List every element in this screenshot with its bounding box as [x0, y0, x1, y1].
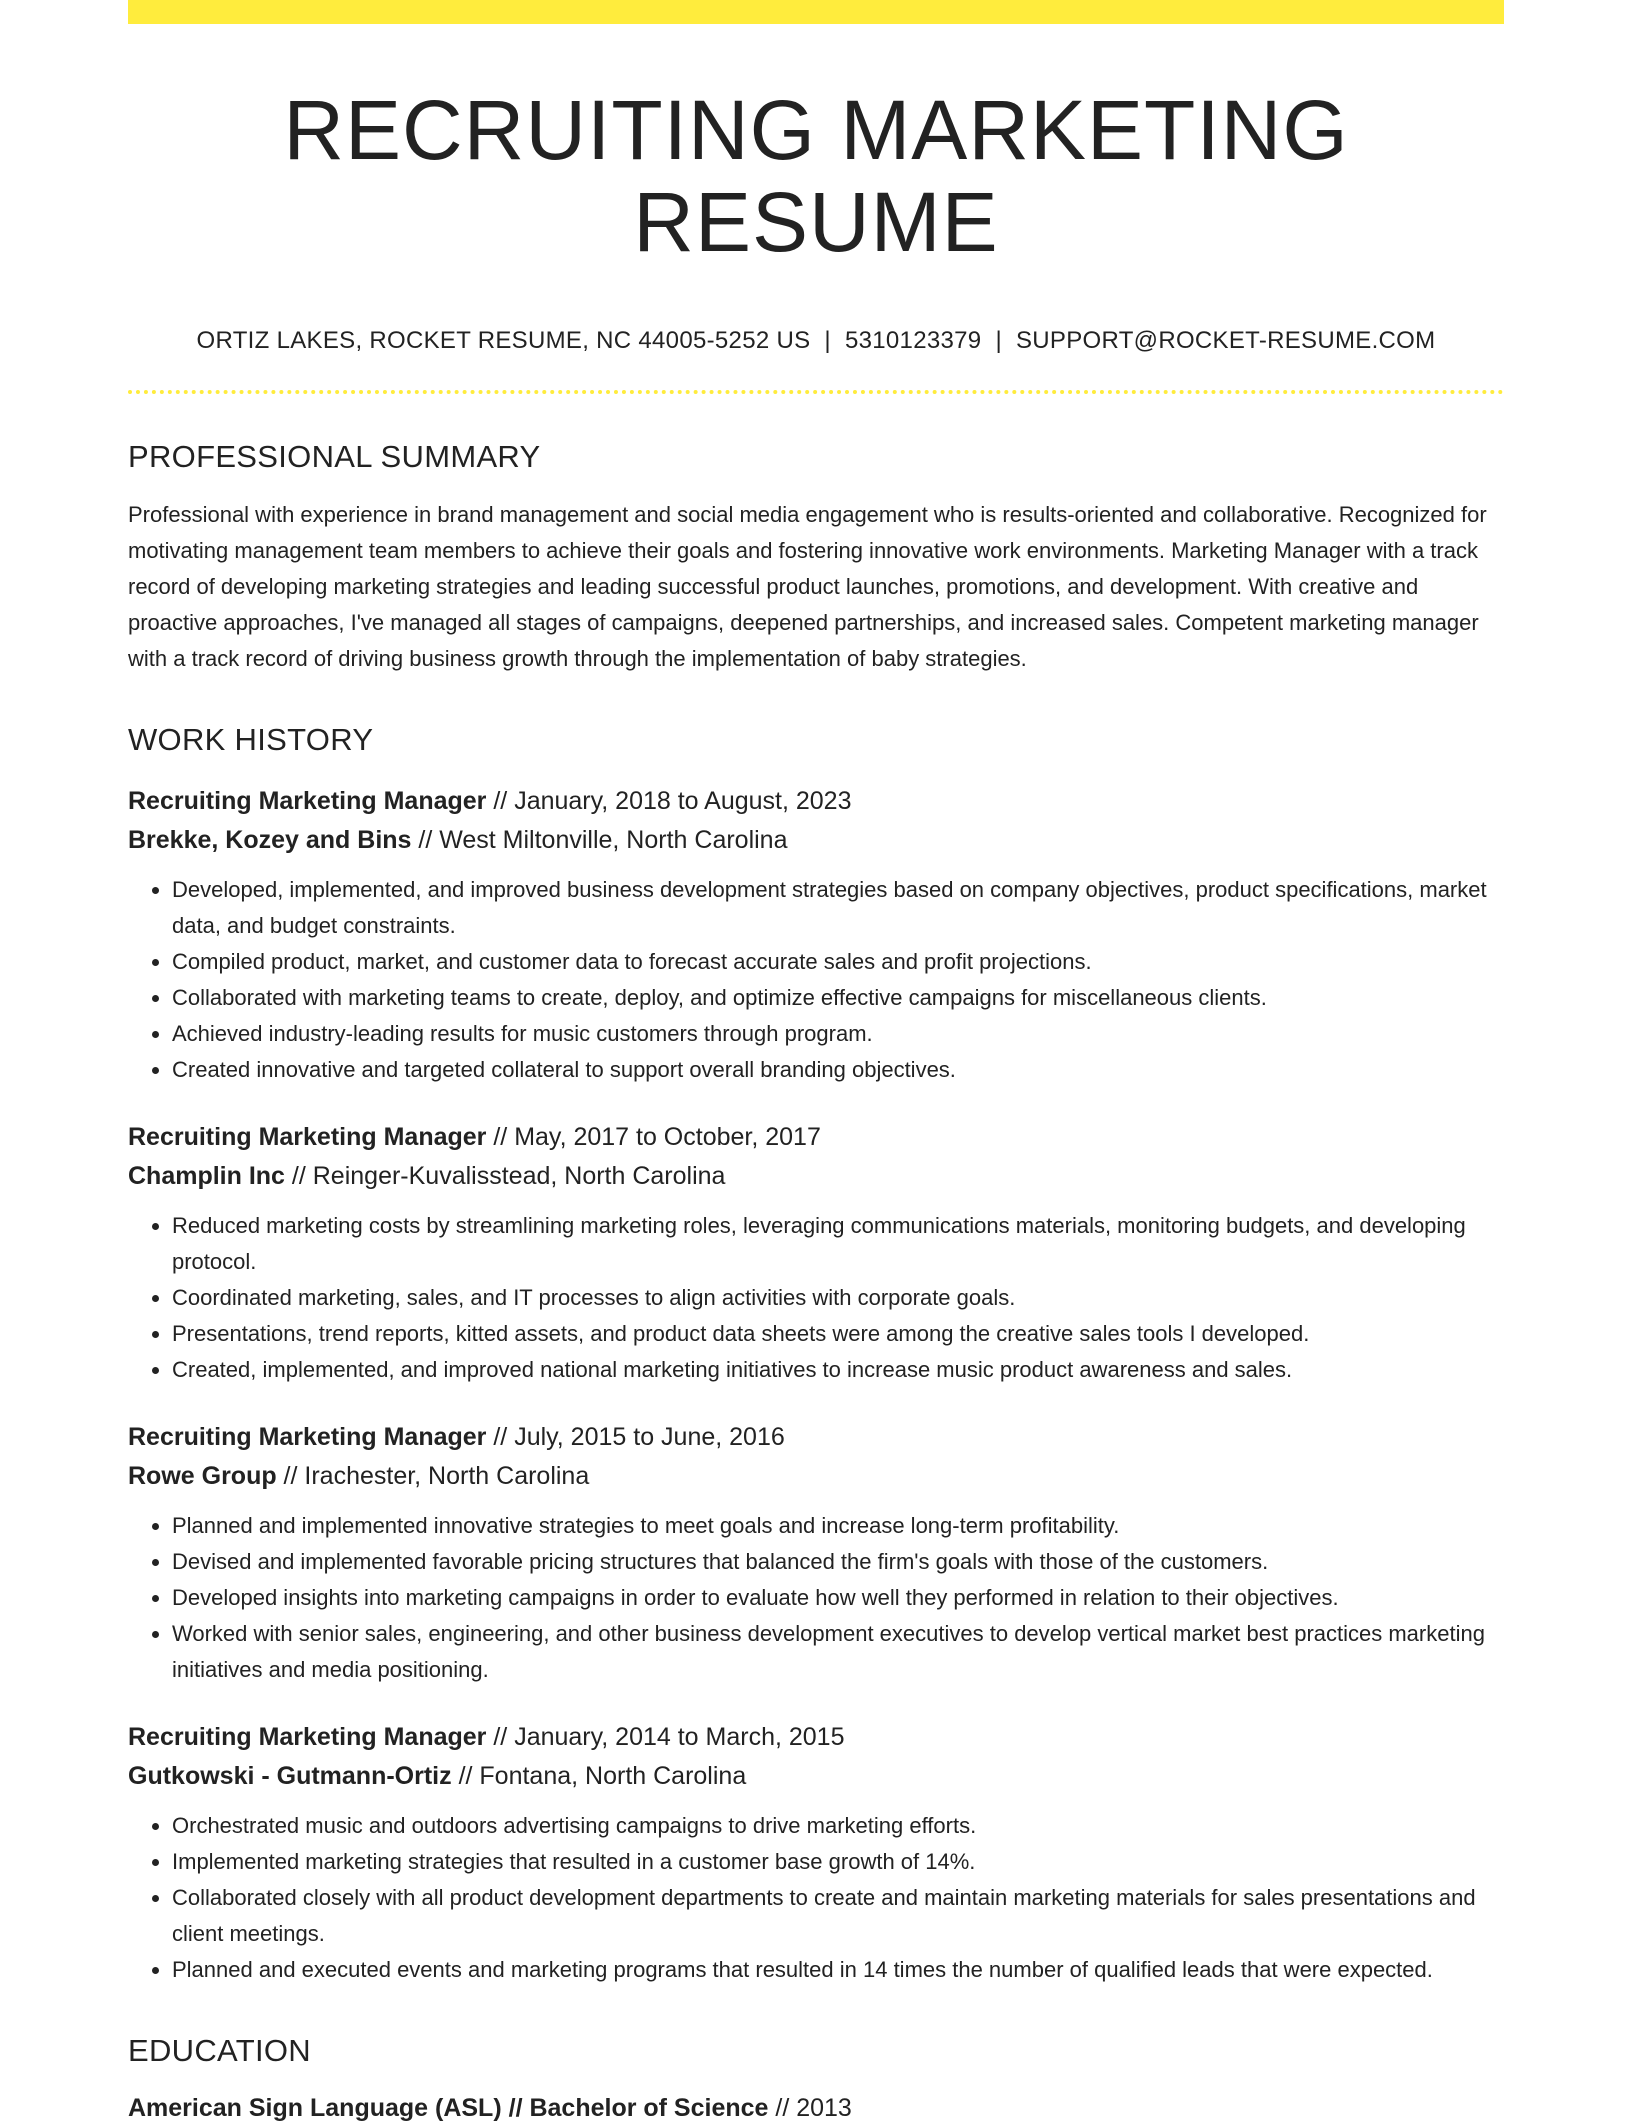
job-dates: // January, 2018 to August, 2023: [486, 786, 852, 815]
job-company-line: [128, 821, 1504, 860]
job-entry: [128, 782, 1504, 1088]
job-company-line: [128, 1757, 1504, 1796]
job-bullet: • Planned and executed events and marketing programs that resulted in 14 times the number of qualified leads that were expected.: [172, 1952, 1504, 1988]
resume-page: [128, 0, 1504, 2128]
job-bullets: [128, 872, 1504, 1088]
job-bullet: • Created innovative and targeted collateral to support overall branding objectives.: [172, 1052, 1504, 1088]
job-company-line: [128, 1157, 1504, 1196]
job-entry: [128, 1718, 1504, 1988]
accent-bar: [128, 0, 1504, 24]
education-heading: EDUCATION: [128, 2032, 311, 2068]
job-title-line: [128, 1118, 1504, 1157]
job-location: // Fontana, North Carolina: [451, 1761, 747, 1790]
job-entry: [128, 1418, 1504, 1688]
job-bullet: • Coordinated marketing, sales, and IT processes to align activities with corporate goals.: [172, 1280, 1504, 1316]
job-dates: // January, 2014 to March, 2015: [486, 1722, 845, 1751]
education-field: American Sign Language (ASL): [128, 2094, 502, 2123]
summary-text: Professional with experience in brand management and social media engagement who is results-oriented and collaborative. Recognized for motivating management team members to achieve their goals and fostering innovative work environments. Marketing Manager with a track record of developing marketing strategies and leading successful product launches, promotions, and development. With creative and proactive approaches, I've managed all stages of campaigns, deepened partnerships, and increased sales. Competent marketing manager with a track record of driving business growth through the implementation of baby strategies.: [128, 501, 1487, 671]
contact-phone: 5310123379: [844, 326, 982, 354]
contact-email: SUPPORT@ROCKET-RESUME.COM: [1015, 326, 1436, 354]
job-bullet: • Developed, implemented, and improved business development strategies based on company objectives, product specifications, market data, and budget constraints.: [172, 872, 1504, 944]
job-title-line: [128, 782, 1504, 821]
work-history-heading: WORK HISTORY: [128, 721, 374, 757]
summary-heading: PROFESSIONAL SUMMARY: [128, 438, 541, 474]
job-company: Gutkowski - Gutmann-Ortiz: [128, 1761, 452, 1790]
job-bullet: • Achieved industry-leading results for music customers through program.: [172, 1016, 1504, 1052]
job-bullet: • Created, implemented, and improved national marketing initiatives to increase music product awareness and sales.: [172, 1352, 1504, 1388]
education-entry: [128, 2089, 1504, 2128]
job-bullet: • Presentations, trend reports, kitted assets, and product data sheets were among the creative sales tools I developed.: [172, 1316, 1504, 1352]
job-bullet: • Implemented marketing strategies that resulted in a customer base growth of 14%.: [172, 1844, 1504, 1880]
job-bullets: [128, 1208, 1504, 1388]
job-bullets: [128, 1808, 1504, 1988]
contact-address: ORTIZ LAKES, ROCKET RESUME, NC 44005-5252 US: [196, 326, 811, 354]
job-dates: // July, 2015 to June, 2016: [486, 1422, 785, 1451]
job-location: // West Miltonville, North Carolina: [411, 825, 788, 854]
job-company: Champlin Inc: [128, 1161, 285, 1190]
job-entry: [128, 1118, 1504, 1388]
job-bullet: • Compiled product, market, and customer data to forecast accurate sales and profit projections.: [172, 944, 1504, 980]
job-bullet: • Worked with senior sales, engineering, and other business development executives to develop vertical market best practices marketing initiatives and media positioning.: [172, 1616, 1504, 1688]
dotted-divider: [128, 390, 1504, 394]
job-title-line: [128, 1718, 1504, 1757]
job-bullet: • Devised and implemented favorable pricing structures that balanced the firm's goals with those of the customers.: [172, 1544, 1504, 1580]
job-dates: // May, 2017 to October, 2017: [486, 1122, 821, 1151]
job-bullet: • Developed insights into marketing campaigns in order to evaluate how well they performed in relation to their objectives.: [172, 1580, 1504, 1616]
contact-separator: |: [995, 326, 1002, 354]
resume-title: RECRUITING MARKETING RESUME: [283, 83, 1349, 270]
job-company: Rowe Group: [128, 1461, 277, 1490]
job-company-line: [128, 1457, 1504, 1496]
job-location: // Reinger-Kuvalisstead, North Carolina: [284, 1161, 726, 1190]
job-title: Recruiting Marketing Manager: [128, 1422, 487, 1451]
job-bullet: • Collaborated closely with all product development departments to create and maintain marketing materials for sales presentations and client meetings.: [172, 1880, 1504, 1952]
job-bullet: • Collaborated with marketing teams to create, deploy, and optimize effective campaigns for miscellaneous clients.: [172, 980, 1504, 1016]
job-bullets: [128, 1508, 1504, 1688]
job-title-line: [128, 1418, 1504, 1457]
job-title: Recruiting Marketing Manager: [128, 1122, 487, 1151]
contact-line: [128, 327, 1504, 356]
job-title: Recruiting Marketing Manager: [128, 1722, 487, 1751]
education-year: // 2013: [768, 2094, 852, 2123]
contact-separator: |: [824, 326, 831, 354]
job-location: // Irachester, North Carolina: [276, 1461, 590, 1490]
job-bullet: • Reduced marketing costs by streamlining marketing roles, leveraging communications materials, monitoring budgets, and developing protocol.: [172, 1208, 1504, 1280]
job-company: Brekke, Kozey and Bins: [128, 825, 412, 854]
job-title: Recruiting Marketing Manager: [128, 786, 487, 815]
job-bullet: • Planned and implemented innovative strategies to meet goals and increase long-term profitability.: [172, 1508, 1504, 1544]
education-degree: // Bachelor of Science: [501, 2094, 769, 2123]
job-bullet: • Orchestrated music and outdoors advertising campaigns to drive marketing efforts.: [172, 1808, 1504, 1844]
